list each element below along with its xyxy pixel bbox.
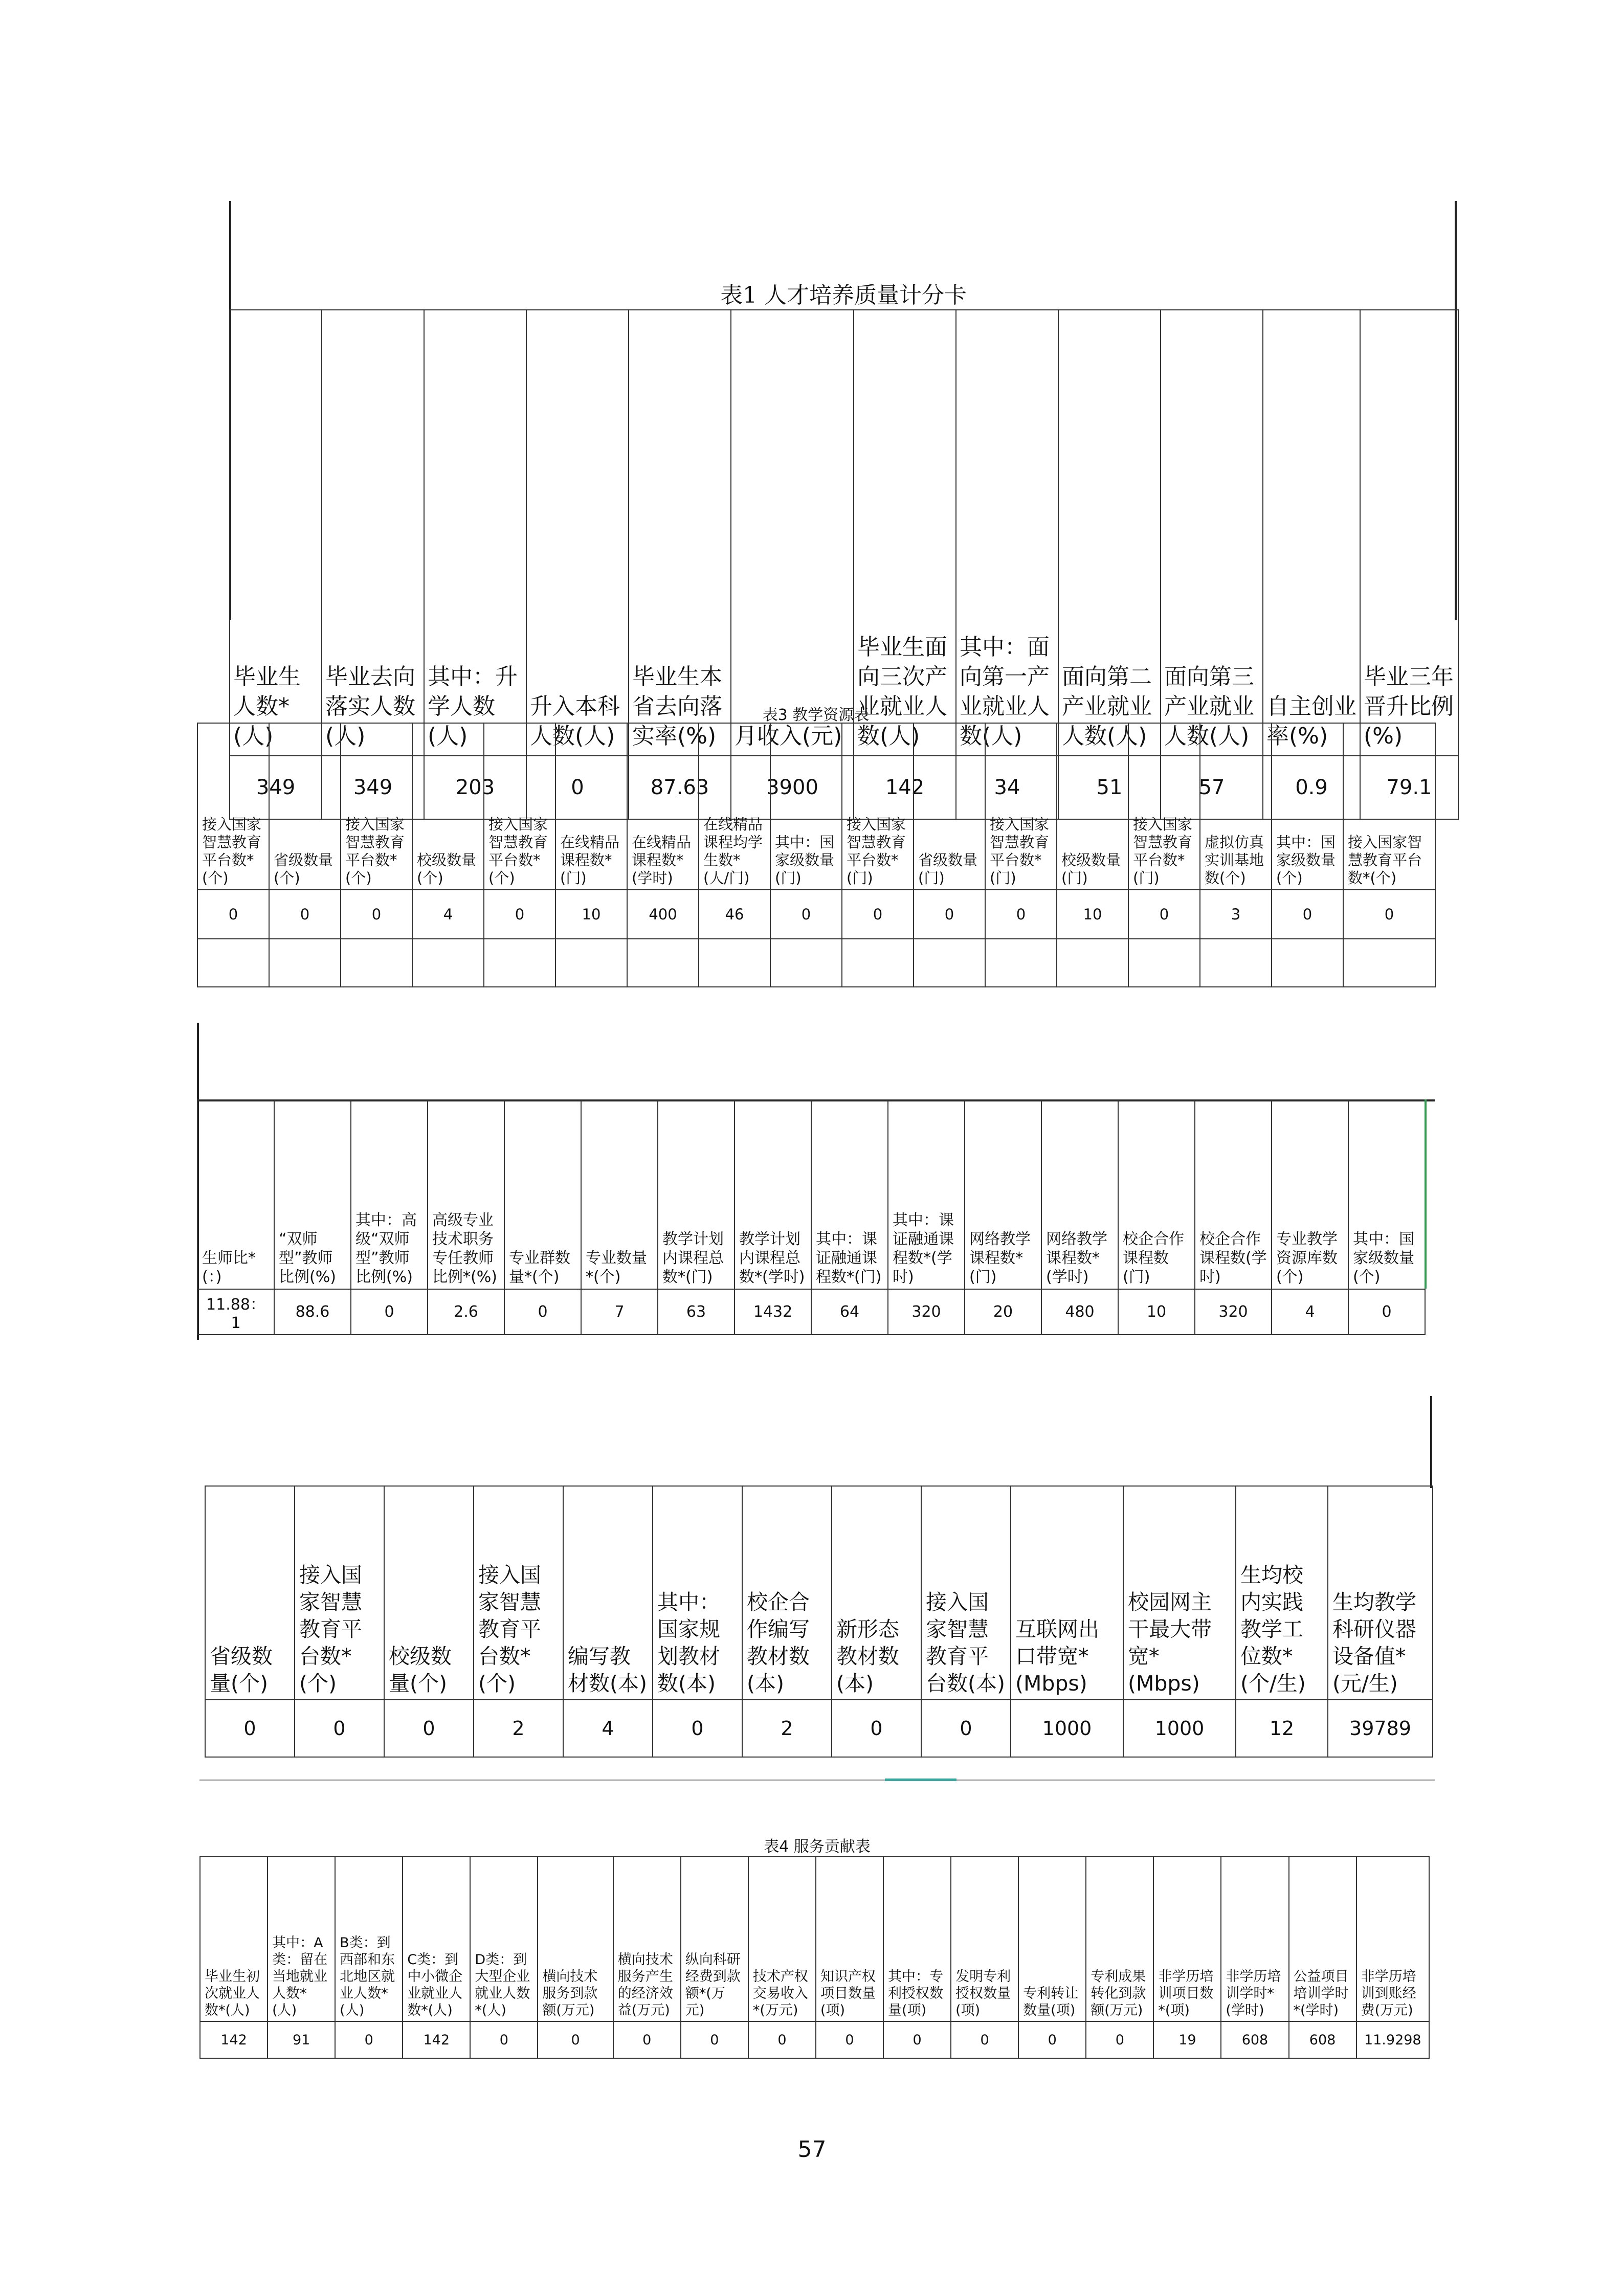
table3-value: 0 xyxy=(269,890,341,939)
table3-value: 400 xyxy=(627,890,699,939)
table4-value: 19 xyxy=(1153,2021,1221,2058)
infra-value: 0 xyxy=(205,1700,295,1757)
staff-value: 320 xyxy=(1195,1289,1272,1335)
staff-value: 20 xyxy=(965,1289,1041,1335)
table4-title: 表4 服务贡献表 xyxy=(764,1838,871,1856)
table4-value: 142 xyxy=(200,2021,268,2058)
staff-value: 88.6 xyxy=(274,1289,351,1335)
table1-value: 203 xyxy=(424,756,526,819)
table1-header: 月收入(元) xyxy=(731,310,854,756)
table4-value: 608 xyxy=(1289,2021,1356,2058)
textbook-infrastructure-table xyxy=(205,1396,1435,1764)
table1-header: 面向第二产业就业人数(人) xyxy=(1058,310,1161,756)
staff-header: 专业数量*(个) xyxy=(581,1100,658,1289)
table4-header: B类：到西部和东北地区就业人数*(人) xyxy=(335,1857,403,2021)
infra-header: 编写教材数(本) xyxy=(563,1486,653,1700)
table4-header: 横向技术服务产生的经济效益(万元) xyxy=(613,1857,681,2021)
infra-header: 其中：国家规划教材数(本) xyxy=(653,1486,742,1700)
table4-header: 发明专利授权数量(项) xyxy=(951,1857,1018,2021)
table4-header: 非学历培训到账经费(万元) xyxy=(1356,1857,1429,2021)
infra-header: 校级数量(个) xyxy=(384,1486,474,1700)
infra-value: 0 xyxy=(295,1700,384,1757)
table1-value: 349 xyxy=(230,756,322,819)
table4-value: 0 xyxy=(538,2021,613,2058)
table3-value: 46 xyxy=(699,890,770,939)
staff-value: 1432 xyxy=(735,1289,811,1335)
table3-header: 校级数量(门) xyxy=(1057,723,1128,890)
table4-value: 0 xyxy=(470,2021,538,2058)
table4-value: 0 xyxy=(681,2021,748,2058)
table3-value: 0 xyxy=(197,890,269,939)
table4-header-row xyxy=(200,1857,1429,2021)
table1-value: 349 xyxy=(322,756,424,819)
infra-header: 新形态教材数(本) xyxy=(832,1486,921,1700)
table3-header: 接入国家智慧教育平台数*(个) xyxy=(1343,723,1435,890)
table1-header: 毕业生人数*(人) xyxy=(230,310,322,756)
staff-header: 校企合作课程数(学时) xyxy=(1195,1100,1272,1289)
table1-value: 0.9 xyxy=(1263,756,1360,819)
service-contribution-table xyxy=(199,1780,1435,2066)
infra-value: 39789 xyxy=(1328,1700,1433,1757)
table3-header: 虚拟仿真实训基地数(个) xyxy=(1200,723,1272,890)
infra-header: 接入国家智慧教育平台数*(个) xyxy=(474,1486,563,1700)
table3-value: 0 xyxy=(985,890,1057,939)
staff-grid xyxy=(197,1099,1426,1335)
staff-header: 教学计划内课程总数*(学时) xyxy=(735,1100,811,1289)
table3-header: 接入国家智慧教育平台数*(门) xyxy=(985,723,1057,890)
table1-header: 毕业生本省去向落实率(%) xyxy=(629,310,731,756)
staff-header: 其中：课证融通课程数*(门) xyxy=(811,1100,888,1289)
table3-header: 校级数量(个) xyxy=(412,723,484,890)
table4-value: 142 xyxy=(403,2021,470,2058)
table3-header: 接入国家智慧教育平台数*(个) xyxy=(484,723,555,890)
table4-header: 纵向科研经费到款额*(万元) xyxy=(681,1857,748,2021)
page-number: 57 xyxy=(797,2136,827,2163)
table3-value: 0 xyxy=(1343,890,1435,939)
table4-value: 0 xyxy=(816,2021,883,2058)
table1-value: 142 xyxy=(854,756,956,819)
table3-value: 0 xyxy=(1128,890,1200,939)
table4-header: 毕业生初次就业人数*(人) xyxy=(200,1857,268,2021)
table4-header: 专利成果转化到款额(万元) xyxy=(1086,1857,1153,2021)
table4-value: 0 xyxy=(883,2021,951,2058)
green-edge-marker xyxy=(1425,1099,1427,1289)
staff-value: 7 xyxy=(581,1289,658,1335)
infra-header-row xyxy=(205,1486,1433,1700)
staff-header: 专业教学资源库数(个) xyxy=(1272,1100,1348,1289)
table4-header: 横向技术服务到款额(万元) xyxy=(538,1857,613,2021)
staff-value-row xyxy=(197,1289,1425,1335)
table3-empty-row xyxy=(197,939,1435,987)
table3-header: 省级数量(门) xyxy=(914,723,985,890)
infra-header: 省级数量(个) xyxy=(205,1486,295,1700)
infra-value-row xyxy=(205,1700,1433,1757)
infra-value: 12 xyxy=(1236,1700,1328,1757)
table4-header: 其中：A类：留在当地就业人数*(人) xyxy=(268,1857,335,2021)
table3-header: 在线精品课程数*(门) xyxy=(555,723,627,890)
table4-header: 专利转让数量(项) xyxy=(1018,1857,1086,2021)
table1-header: 升入本科人数(人) xyxy=(526,310,629,756)
table4-value: 0 xyxy=(1018,2021,1086,2058)
infra-value: 4 xyxy=(563,1700,653,1757)
table3-value-row xyxy=(197,890,1435,939)
staff-header: “双师型”教师比例(%) xyxy=(274,1100,351,1289)
table3-header: 在线精品课程均学生数*(人/门) xyxy=(699,723,770,890)
table3-header: 其中：国家级数量(门) xyxy=(770,723,842,890)
table4-grid xyxy=(199,1856,1430,2059)
table1-header: 毕业去向落实人数(人) xyxy=(322,310,424,756)
table3-header: 接入国家智慧教育平台数*(门) xyxy=(842,723,914,890)
teal-accent-marker xyxy=(885,1779,956,1781)
infra-value: 1000 xyxy=(1123,1700,1236,1757)
infra-header: 校企合作编写教材数(本) xyxy=(742,1486,832,1700)
staff-header: 其中：课证融通课程数*(学时) xyxy=(888,1100,965,1289)
table3-value: 4 xyxy=(412,890,484,939)
table1-value: 57 xyxy=(1161,756,1263,819)
table1-header: 毕业三年晋升比例(%) xyxy=(1360,310,1458,756)
table1-value: 34 xyxy=(956,756,1058,819)
table3-header: 接入国家智慧教育平台数*(个) xyxy=(197,723,269,890)
table3-value: 0 xyxy=(1272,890,1343,939)
table4-value-row xyxy=(200,2021,1429,2058)
table4-value: 0 xyxy=(613,2021,681,2058)
staff-value: 63 xyxy=(658,1289,735,1335)
staff-value: 320 xyxy=(888,1289,965,1335)
infra-header: 校园网主干最大带宽*(Mbps) xyxy=(1123,1486,1236,1700)
table4-header: 知识产权项目数量(项) xyxy=(816,1857,883,2021)
table1-header: 其中：升学人数(人) xyxy=(424,310,526,756)
table1-header-row xyxy=(230,310,1458,756)
staff-header: 专业群数量*(个) xyxy=(504,1100,581,1289)
infra-value: 2 xyxy=(742,1700,832,1757)
staff-value: 480 xyxy=(1041,1289,1118,1335)
table3-header: 在线精品课程数*(学时) xyxy=(627,723,699,890)
table1-value: 0 xyxy=(526,756,629,819)
infra-grid xyxy=(205,1485,1433,1758)
table1-value: 79.1 xyxy=(1360,756,1458,819)
table4-header: 非学历培训项目数*(项) xyxy=(1153,1857,1221,2021)
table4-header: 技术产权交易收入*(万元) xyxy=(748,1857,816,2021)
table3-header: 接入国家智慧教育平台数*(门) xyxy=(1128,723,1200,890)
table3-header: 省级数量(个) xyxy=(269,723,341,890)
table3-value: 10 xyxy=(555,890,627,939)
staff-header: 网络教学课程数*(学时) xyxy=(1041,1100,1118,1289)
staff-header: 教学计划内课程总数*(门) xyxy=(658,1100,735,1289)
staff-header-row xyxy=(197,1100,1425,1289)
table1-value: 87.63 xyxy=(629,756,731,819)
table1-value: 51 xyxy=(1058,756,1161,819)
table1-header: 面向第三产业就业人数(人) xyxy=(1161,310,1263,756)
table4-value: 0 xyxy=(335,2021,403,2058)
staff-header: 其中：国家级数量(个) xyxy=(1348,1100,1425,1289)
staff-value: 0 xyxy=(1348,1289,1425,1335)
staff-header: 校企合作课程数(门) xyxy=(1118,1100,1195,1289)
staff-value: 2.6 xyxy=(428,1289,504,1335)
infra-header: 接入国家智慧教育平台数*(个) xyxy=(295,1486,384,1700)
staff-value: 11.88：1 xyxy=(197,1289,274,1335)
staff-value: 0 xyxy=(351,1289,428,1335)
table4-value: 0 xyxy=(951,2021,1018,2058)
infra-header: 接入国家智慧教育平台数(本) xyxy=(921,1486,1011,1700)
table3-grid xyxy=(197,723,1436,987)
table3-header-row xyxy=(197,723,1435,890)
table1-header: 毕业生面向三次产业就业人数(人) xyxy=(854,310,956,756)
table4-value: 11.9298 xyxy=(1356,2021,1429,2058)
infra-value: 0 xyxy=(921,1700,1011,1757)
table4-header: 公益项目培训学时*(学时) xyxy=(1289,1857,1356,2021)
table1-header: 其中：面向第一产业就业人数(人) xyxy=(956,310,1058,756)
table4-header: 其中：专利授权数量(项) xyxy=(883,1857,951,2021)
table4-header: 非学历培训学时*(学时) xyxy=(1221,1857,1288,2021)
infra-value: 1000 xyxy=(1011,1700,1123,1757)
table3-value: 10 xyxy=(1057,890,1128,939)
table4-value: 608 xyxy=(1221,2021,1288,2058)
table3-value: 0 xyxy=(770,890,842,939)
table1-header: 自主创业率(%) xyxy=(1263,310,1360,756)
staff-header: 高级专业技术职务专任教师比例*(%) xyxy=(428,1100,504,1289)
table1-title: 表1 人才培养质量计分卡 xyxy=(720,282,967,308)
infra-value: 0 xyxy=(832,1700,921,1757)
table3-value: 3 xyxy=(1200,890,1272,939)
table4-value: 91 xyxy=(268,2021,335,2058)
infra-value: 0 xyxy=(653,1700,742,1757)
staff-value: 64 xyxy=(811,1289,888,1335)
table3-title: 表3 教学资源表 xyxy=(762,706,870,724)
table1-value: 3900 xyxy=(731,756,854,819)
teaching-resources-table xyxy=(197,702,1435,988)
infra-header: 生均校内实践教学工位数*(个/生) xyxy=(1236,1486,1328,1700)
staff-header: 其中：高级“双师型”教师比例(%) xyxy=(351,1100,428,1289)
table3-value: 0 xyxy=(914,890,985,939)
table3-value: 0 xyxy=(341,890,412,939)
infra-header: 互联网出口带宽*(Mbps) xyxy=(1011,1486,1123,1700)
staff-value: 4 xyxy=(1272,1289,1348,1335)
staff-header: 生师比*(：) xyxy=(197,1100,274,1289)
infra-value: 2 xyxy=(474,1700,563,1757)
table4-header: D类：到大型企业就业人数*(人) xyxy=(470,1857,538,2021)
table4-header: C类：到中小微企业就业人数*(人) xyxy=(403,1857,470,2021)
staff-value: 0 xyxy=(504,1289,581,1335)
table3-header: 接入国家智慧教育平台数*(个) xyxy=(341,723,412,890)
staff-header: 网络教学课程数*(门) xyxy=(965,1100,1041,1289)
infra-value: 0 xyxy=(384,1700,474,1757)
infra-header: 生均教学科研仪器设备值*(元/生) xyxy=(1328,1486,1433,1700)
table3-value: 0 xyxy=(484,890,555,939)
staff-value: 10 xyxy=(1118,1289,1195,1335)
table3-value: 0 xyxy=(842,890,914,939)
table3-header: 其中：国家级数量(个) xyxy=(1272,723,1343,890)
table4-value: 0 xyxy=(1086,2021,1153,2058)
teaching-staff-table xyxy=(197,1023,1435,1340)
table4-value: 0 xyxy=(748,2021,816,2058)
